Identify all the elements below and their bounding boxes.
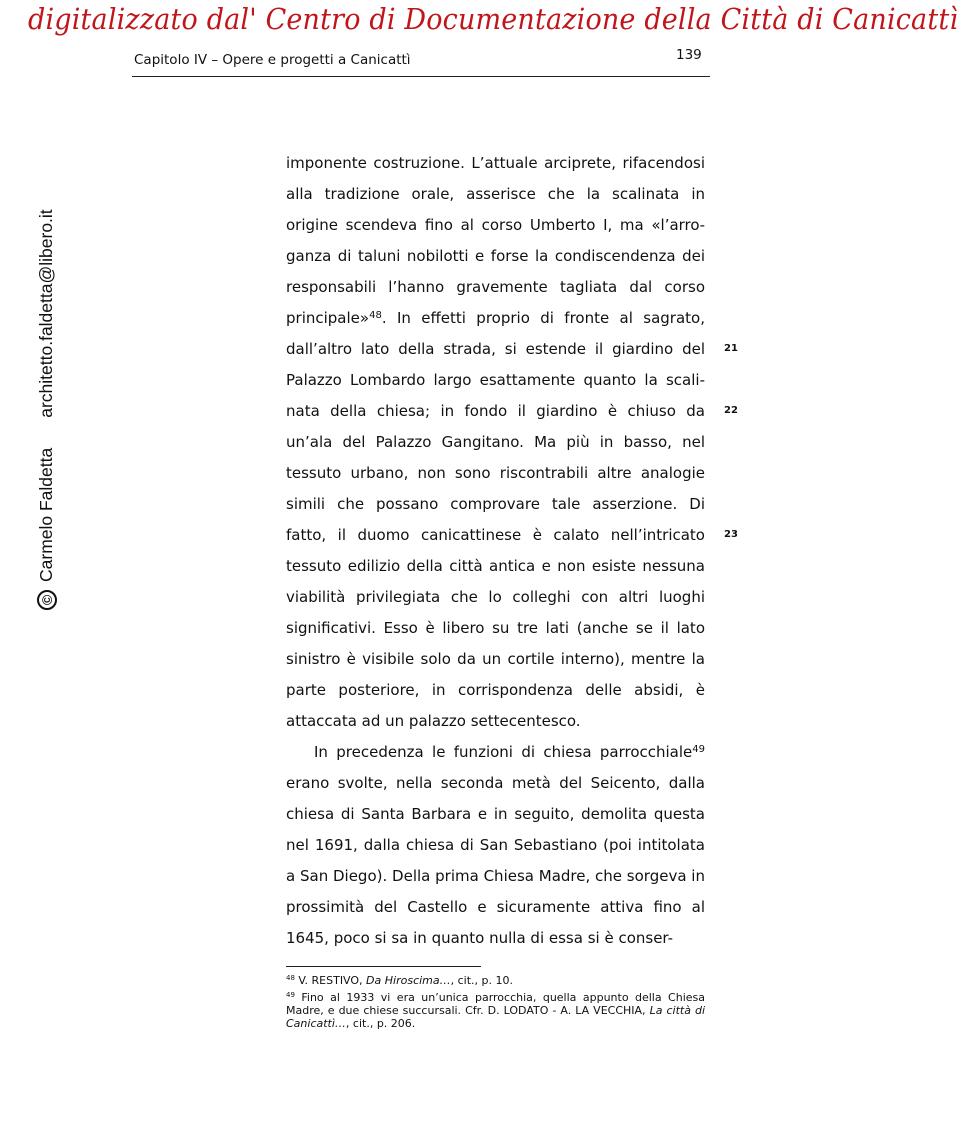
footnote-ref: 49 <box>692 744 705 755</box>
footnote-text: , cit., p. 206. <box>345 1017 416 1030</box>
paragraph-text: imponente costruzione. L’attuale arciprete, rifacendosi alla tradizione orale, asserisce che la scalinata in origine scendeva fino al corso Umberto I, ma «l’arroganza di taluni nobilotti e forse la condiscendenza dei responsabili l’hanno gravemente tagliata dal corso principale» <box>286 154 705 327</box>
digitization-watermark: digitalizzato dal' Centro di Documentazione della Città di Canicattì <box>28 2 958 36</box>
footnote-rule <box>286 966 481 967</box>
footnote-text: Fino al 1933 vi era un’unica parrocchia, quella appunto della Chiesa Madre, e due chiese succursali. Cfr. D. LODATO - A. LA VECCHIA, <box>286 991 705 1017</box>
page-number: 139 <box>676 47 702 63</box>
footnote-text: , cit., p. 10. <box>450 974 514 987</box>
body-text <box>286 148 705 954</box>
copyright-icon: © <box>37 590 57 610</box>
footnote <box>286 991 705 1030</box>
stamp-email: architetto.faldetta@libero.it <box>36 209 56 418</box>
paragraph-text: erano svolte, nella seconda metà del Seicento, dalla chiesa di Santa Barbara e in seguito, demolita questa nel 1691, dalla chiesa di San Sebastiano (poi intitolata a San Diego). Della prima Chiesa Madre, che sorgeva in prossimità del Castello e sicuramente attiva fino al 1645, poco si sa in quanto nulla di essa si è conser- <box>286 774 705 947</box>
copyright-stamp <box>36 209 57 610</box>
margin-line-number: 23 <box>724 529 738 540</box>
margin-line-number: 22 <box>724 405 738 416</box>
footnote-number: 48 <box>286 974 295 982</box>
footnote-text: V. RESTIVO, <box>298 974 367 987</box>
stamp-author: Carmelo Faldetta <box>36 447 56 582</box>
footnote-title: La città di Canicattì… <box>286 1004 706 1030</box>
footnotes <box>286 974 705 1034</box>
paragraph-text: . In effetti proprio di fronte al sagrato, dall’altro lato della strada, si estende il giardino del Palazzo Lombardo largo esattamente quanto la scalinata della chiesa; in fondo il giardino è chiuso da un’ala del Palazzo Gangitano. Ma più in basso, nel tessuto urbano, non sono riscontrabili altre analogie simili che possano comprovare tale asserzione. Di fatto, il duomo canicattinese è calato nell’intricato tessuto edilizio della città antica e non esiste nessuna viabilità privilegiata che lo colleghi con altri luoghi significativi. Esso è libero su tre lati (anche se il lato sinistro è visibile solo da un cortile interno), mentre la parte posteriore, in corrispondenza delle absidi, è attaccata ad un palazzo settecentesco. <box>286 309 705 730</box>
header-rule <box>132 76 710 77</box>
footnote <box>286 974 705 987</box>
paragraph <box>286 148 705 737</box>
paragraph-text: In precedenza le funzioni di chiesa parrocchiale <box>314 743 693 761</box>
footnote-title: Da Hiroscima… <box>366 974 451 987</box>
margin-line-number: 21 <box>724 343 738 354</box>
footnote-ref: 48 <box>369 310 382 321</box>
paragraph <box>286 737 705 954</box>
footnote-number: 49 <box>286 991 295 999</box>
running-head-title: Capitolo IV – Opere e progetti a Canicattì <box>134 52 411 68</box>
